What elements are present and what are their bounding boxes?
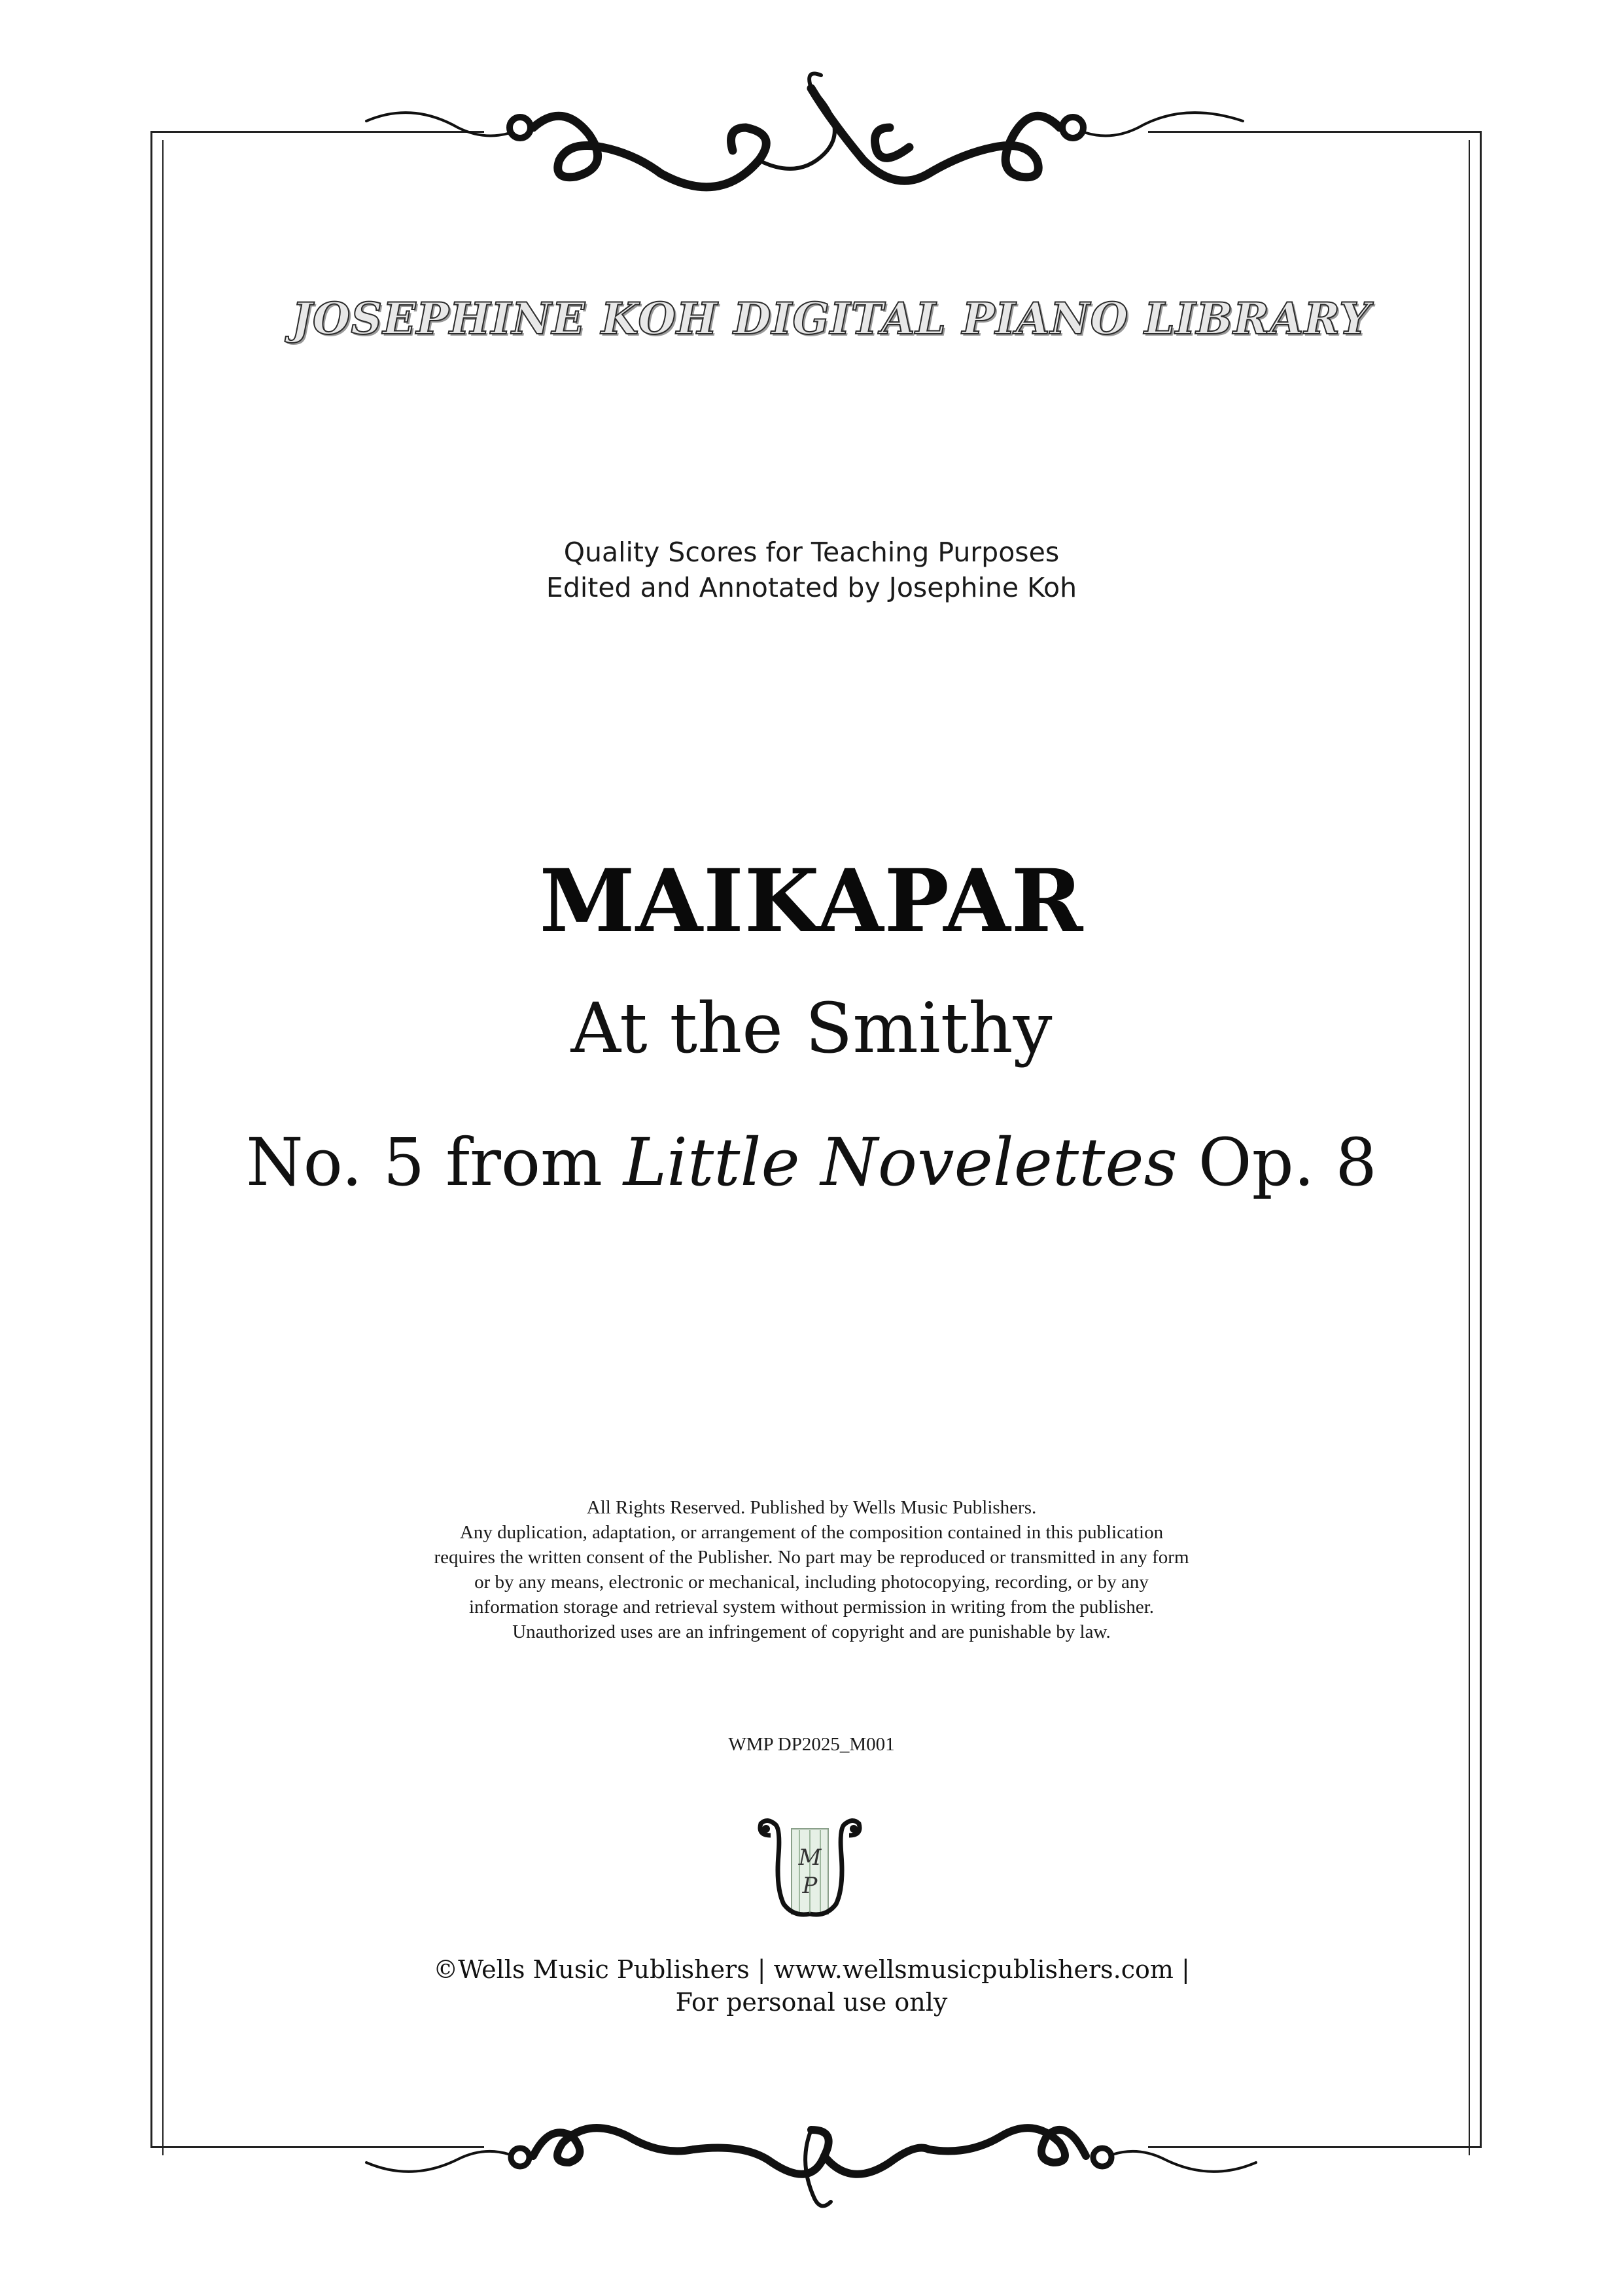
copyright-notice (0, 1495, 1623, 1644)
copyright-line: or by any means, electronic or mechanical, including photocopying, recording, or by any (474, 1572, 1149, 1593)
catalog-number: WMP DP2025_M001 (728, 1734, 895, 1755)
copyright-line: requires the written consent of the Publisher. No part may be reproduced or transmitted in any form (434, 1547, 1189, 1568)
copyright-line: All Rights Reserved. Published by Wells Music Publishers. (586, 1497, 1037, 1518)
collection-title: Little Novelettes (623, 1124, 1178, 1201)
subtitle-prefix: No. 5 from (246, 1124, 623, 1201)
lyre-logo-icon (744, 1816, 875, 1927)
copyright-line: Any duplication, adaptation, or arrangement of the composition contained in this publication (459, 1522, 1164, 1543)
library-title: JOSEPHINE KOH DIGITAL PIANO LIBRARY (291, 293, 1371, 344)
piece-title: At the Smithy (570, 988, 1053, 1069)
footer-usage-line: For personal use only (675, 1988, 948, 2017)
bottom-ornament-icon (353, 2084, 1269, 2215)
piece-subtitle (0, 1124, 1623, 1201)
svg-text:M: M (798, 1845, 822, 1871)
top-ornament-icon (353, 62, 1269, 206)
tagline-teaching: Quality Scores for Teaching Purposes (563, 537, 1060, 568)
subtitle-suffix: Op. 8 (1177, 1124, 1377, 1201)
footer-publisher-line: ©Wells Music Publishers | www.wellsmusicpublishers.com | (433, 1955, 1190, 1984)
publisher-footer (0, 1953, 1623, 2019)
copyright-line: information storage and retrieval system without permission in writing from the publisher. (468, 1597, 1155, 1617)
svg-text:P: P (802, 1873, 818, 1899)
copyright-line: Unauthorized uses are an infringement of copyright and are punishable by law. (512, 1621, 1111, 1642)
tagline-editor: Edited and Annotated by Josephine Koh (546, 572, 1077, 603)
composer-name: MAIKAPAR (539, 851, 1084, 952)
